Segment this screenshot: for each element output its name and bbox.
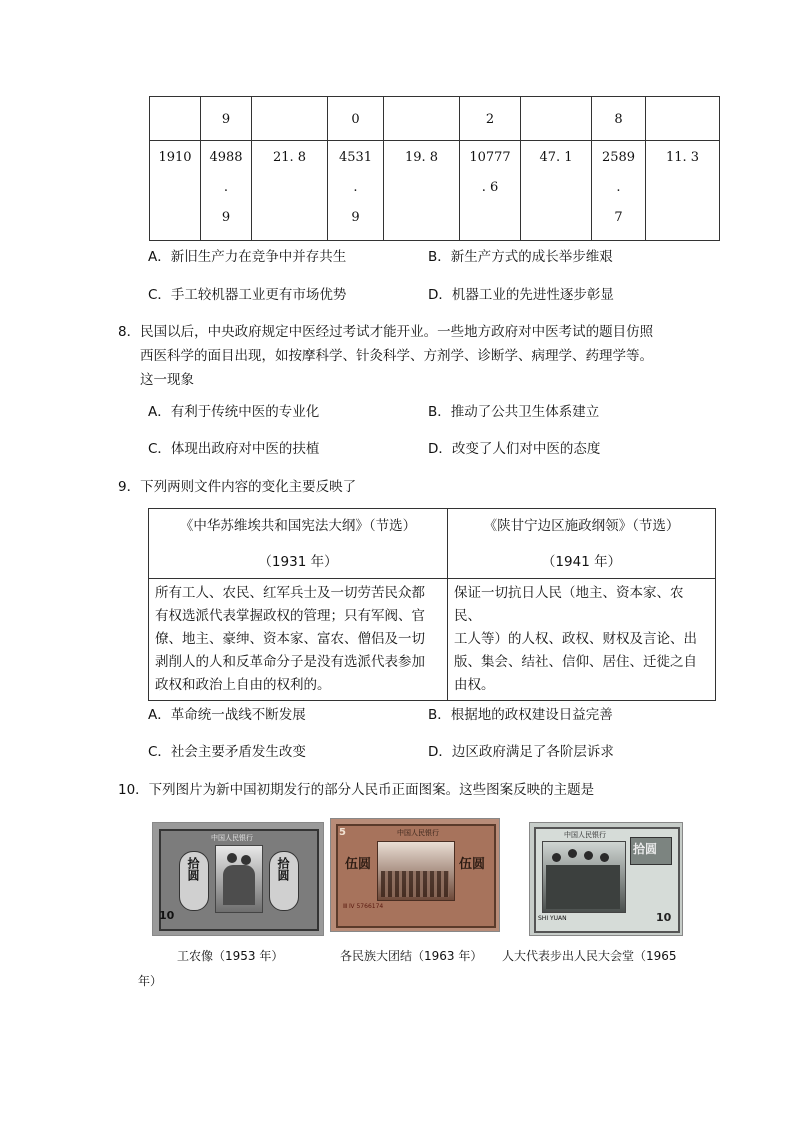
documents-table [148,508,716,701]
caption-note2: 各民族大团结（1963 年） [340,949,483,963]
q8-option-d: D．改变了人们对中医的态度 [428,441,601,457]
table-row: 1910 4988 . 9 21. 8 4531 . 9 19. 8 10777 . 6 47. 1 2589 . 7 11. 3 [150,141,720,241]
data-table [149,96,720,241]
caption-note1: 工农像（1953 年） [177,949,284,963]
banknote-peoples-deputies-image: 中国人民银行 拾圆 SHI YUAN 10 [529,822,683,936]
q9-option-c: C．社会主要矛盾发生改变 [148,744,306,760]
q8-option-b: B．推动了公共卫生体系建立 [428,404,600,420]
year-cell: 1910 [158,150,192,165]
caption-note3: 人大代表步出人民大会堂（1965 [502,949,677,963]
q9-option-d: D．边区政府满足了各阶层诉求 [428,744,614,760]
q9-stem: 9．下列两则文件内容的变化主要反映了 [118,479,357,495]
q9-option-a: A．革命统一战线不断发展 [148,707,306,723]
q10-stem: 10．下列图片为新中国初期发行的部分人民币正面图案。这些图案反映的主题是 [118,782,595,798]
table-row [149,579,716,701]
q8-option-a: A．有利于传统中医的专业化 [148,404,320,420]
q7-option-b: B．新生产方式的成长举步维艰 [428,249,613,265]
banknote-workers-peasants-image: 中国人民银行 拾圆 拾圆 10 [152,822,324,936]
doc1-title: 《中华苏维埃共和国宪法大纲》（节选） [179,517,417,534]
doc2-text: 保证一切抗日人民（地主、资本家、农民、 工人等）的人权、政权、财权及言论、出 版、集会、结社、信仰、居住、迁徙之自 由权。 [448,579,716,701]
doc1-text: 所有工人、农民、红军兵士及一切劳苦民众都 有权选派代表掌握政权的管理；只有军阀、官 僚、地主、豪绅、资本家、富农、僧侣及一切 剥削人的人和反革命分子是没有选派代表参加 政权和政治上自由的权利的。 [149,579,448,701]
q9-option-b: B．根据地的政权建设日益完善 [428,707,613,723]
table-row [149,509,716,579]
doc2-year: （1941 年） [541,553,622,570]
q7-option-d: D．机器工业的先进性逐步彰显 [428,287,614,303]
banknote-national-unity-image: 中国人民银行 伍圆 伍圆 5 Ⅲ Ⅳ 5766174 [330,818,500,932]
doc1-year: （1931 年） [258,553,338,570]
q7-option-a: A．新旧生产力在竞争中并存共生 [148,249,347,265]
q8-option-c: C．体现出政府对中医的扶植 [148,441,320,457]
caption-note3-wrap: 年） [138,974,163,988]
q7-option-c: C．手工较机器工业更有市场优势 [148,287,347,303]
doc2-title: 《陕甘宁边区施政纲领》（节选） [483,517,680,534]
q8-stem-line2: 西医科学的面目出现，如按摩科学、针灸科学、方剂学、诊断学、病理学、药理学等。 [140,348,653,364]
q8-stem-line1: 8．民国以后，中央政府规定中医经过考试才能开业。一些地方政府对中医考试的题目仿照 [118,324,654,340]
q8-stem-line3: 这一现象 [140,372,194,388]
table-row: 9 0 2 8 [150,97,720,141]
